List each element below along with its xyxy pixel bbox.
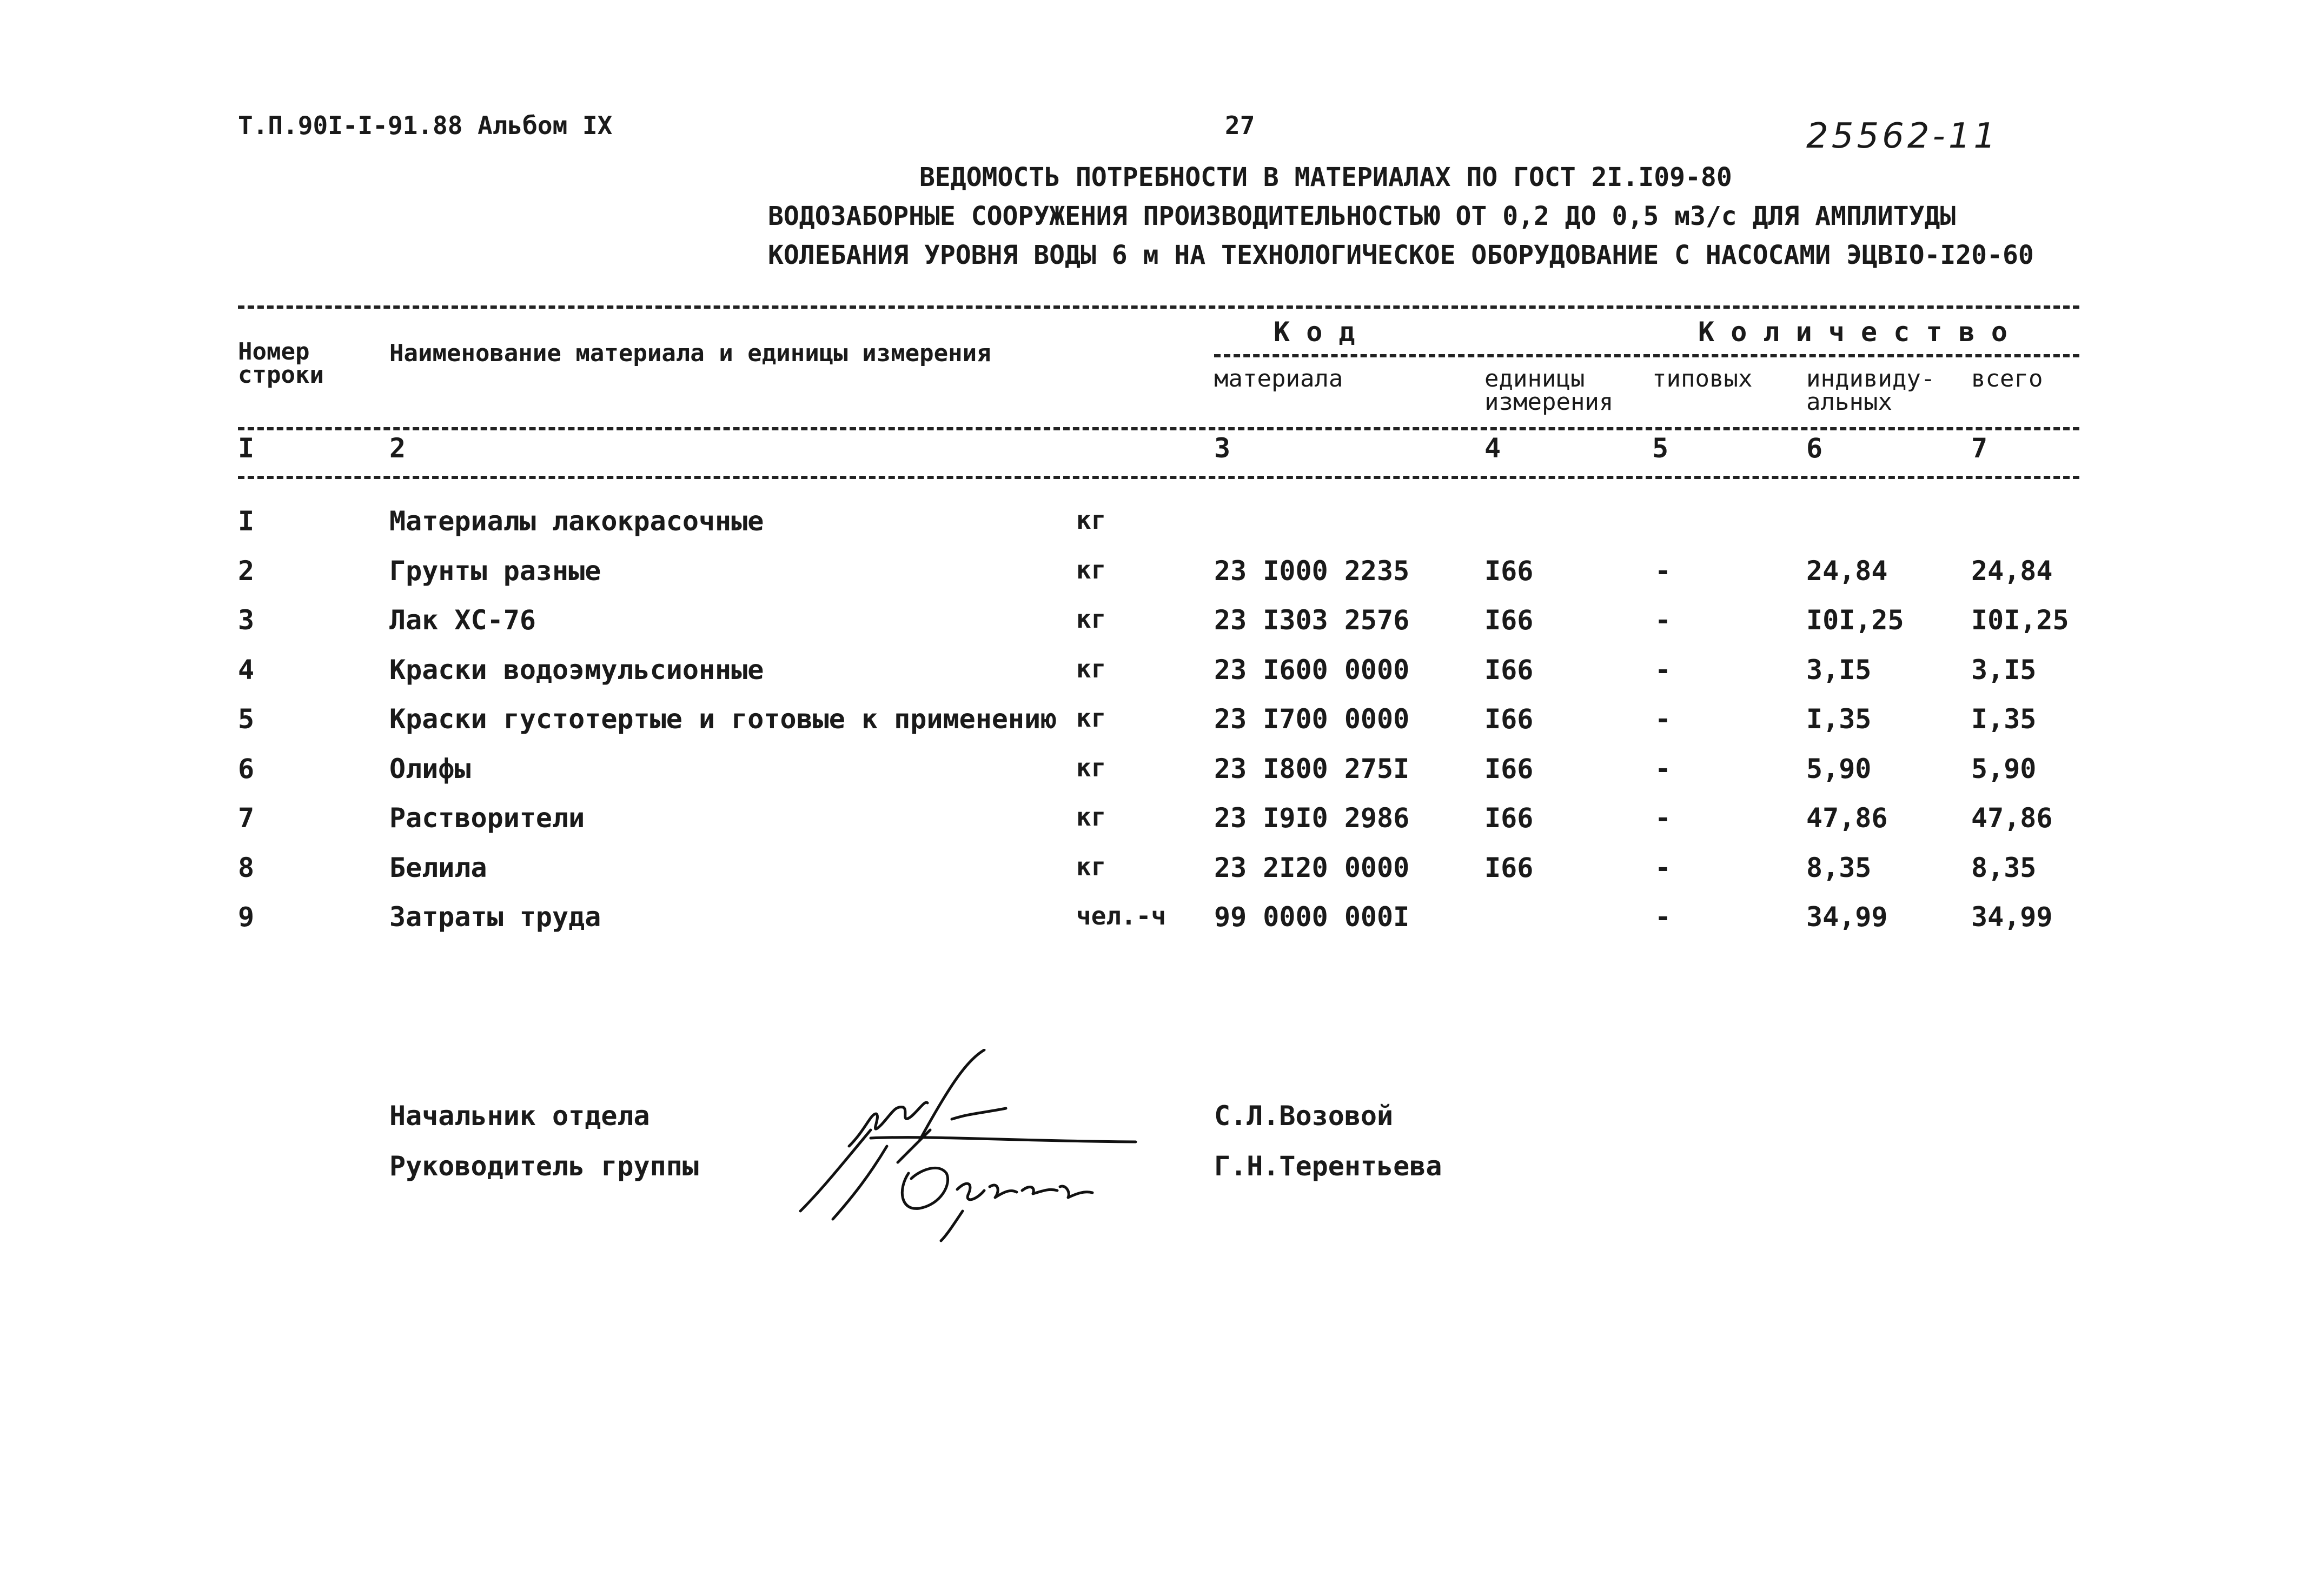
cell-total-quantity: 34,99 bbox=[1971, 901, 2053, 933]
header-top-rule bbox=[238, 305, 2079, 309]
cell-individual-quantity: 8,35 bbox=[1806, 852, 1872, 883]
header-unit-line2: измерения bbox=[1484, 388, 1614, 416]
header-row-number-line1: Номер bbox=[238, 338, 310, 365]
handwritten-signature bbox=[790, 1049, 1168, 1243]
cell-row-number: 4 bbox=[238, 654, 255, 686]
cell-unit-code: I66 bbox=[1484, 753, 1534, 784]
header-typical: типовых bbox=[1652, 365, 1753, 393]
cell-total-quantity: 24,84 bbox=[1971, 555, 2053, 587]
cell-typical-quantity: - bbox=[1655, 901, 1672, 933]
cell-row-number: 2 bbox=[238, 555, 255, 587]
cell-material-code: 99 0000 000I bbox=[1214, 901, 1410, 933]
title-line-1: ВЕДОМОСТЬ ПОТРЕБНОСТИ В МАТЕРИАЛАХ ПО ГОСТ 2I.I09-80 bbox=[919, 162, 1732, 192]
header-code-group: К о д bbox=[1274, 316, 1355, 348]
cell-typical-quantity: - bbox=[1655, 654, 1672, 686]
signature-name-1: С.Л.Возовой bbox=[1214, 1100, 1394, 1132]
header-mid-rule bbox=[238, 427, 2079, 430]
cell-unit: кг bbox=[1076, 703, 1106, 733]
cell-unit-code: I66 bbox=[1484, 654, 1534, 686]
cell-row-number: 9 bbox=[238, 901, 255, 933]
cell-material-code: 23 I800 275I bbox=[1214, 753, 1410, 784]
signature-name-2: Г.Н.Терентьева bbox=[1214, 1151, 1442, 1182]
cell-typical-quantity: - bbox=[1655, 852, 1672, 883]
cell-individual-quantity: 47,86 bbox=[1806, 802, 1888, 834]
column-number-4: 4 bbox=[1484, 433, 1501, 464]
cell-material-name: Растворители bbox=[389, 802, 585, 834]
cell-material-code: 23 I303 2576 bbox=[1214, 604, 1410, 636]
header-row-number-line2: строки bbox=[238, 361, 324, 389]
cell-typical-quantity: - bbox=[1655, 703, 1672, 735]
header-subgroup-rule bbox=[1214, 354, 2079, 357]
cell-unit: кг bbox=[1076, 506, 1106, 535]
cell-row-number: 5 bbox=[238, 703, 255, 735]
cell-typical-quantity: - bbox=[1655, 802, 1672, 834]
header-bottom-rule bbox=[238, 476, 2079, 479]
cell-unit: кг bbox=[1076, 753, 1106, 782]
cell-typical-quantity: - bbox=[1655, 555, 1672, 587]
column-number-7: 7 bbox=[1971, 433, 1988, 464]
cell-material-name: Краски водоэмульсионные bbox=[389, 654, 764, 686]
cell-material-code: 23 I9I0 2986 bbox=[1214, 802, 1410, 834]
archive-number: 25562-11 bbox=[1806, 116, 1999, 156]
cell-individual-quantity: 5,90 bbox=[1806, 753, 1872, 784]
header-quantity-group: К о л и ч е с т в о bbox=[1698, 316, 2007, 348]
cell-material-code: 23 I700 0000 bbox=[1214, 703, 1410, 735]
cell-total-quantity: I,35 bbox=[1971, 703, 2037, 735]
signature-role-1: Начальник отдела bbox=[389, 1100, 650, 1132]
document-reference: Т.П.90I-I-91.88 Альбом IX bbox=[238, 111, 613, 140]
cell-typical-quantity: - bbox=[1655, 753, 1672, 784]
cell-total-quantity: I0I,25 bbox=[1971, 604, 2069, 636]
cell-material-name: Олифы bbox=[389, 753, 471, 784]
signature-role-2: Руководитель группы bbox=[389, 1151, 699, 1182]
cell-material-code: 23 I600 0000 bbox=[1214, 654, 1410, 686]
column-number-1: I bbox=[238, 433, 255, 464]
cell-unit: кг bbox=[1076, 802, 1106, 832]
page-number: 27 bbox=[1225, 111, 1255, 140]
header-unit-line1: единицы bbox=[1484, 365, 1585, 393]
cell-material-code: 23 I000 2235 bbox=[1214, 555, 1410, 587]
cell-individual-quantity: I0I,25 bbox=[1806, 604, 1904, 636]
cell-material-name: Белила bbox=[389, 852, 487, 883]
cell-material-name: Затраты труда bbox=[389, 901, 601, 933]
cell-typical-quantity: - bbox=[1655, 604, 1672, 636]
cell-total-quantity: 3,I5 bbox=[1971, 654, 2037, 686]
cell-material-code: 23 2I20 0000 bbox=[1214, 852, 1410, 883]
cell-material-name: Лак ХС-76 bbox=[389, 604, 536, 636]
cell-row-number: 3 bbox=[238, 604, 255, 636]
cell-individual-quantity: 34,99 bbox=[1806, 901, 1888, 933]
cell-unit-code: I66 bbox=[1484, 852, 1534, 883]
column-number-3: 3 bbox=[1214, 433, 1231, 464]
column-number-2: 2 bbox=[389, 433, 406, 464]
column-number-6: 6 bbox=[1806, 433, 1823, 464]
cell-unit: кг bbox=[1076, 604, 1106, 634]
column-number-5: 5 bbox=[1652, 433, 1669, 464]
title-line-3: КОЛЕБАНИЯ УРОВНЯ ВОДЫ 6 м НА ТЕХНОЛОГИЧЕСКОЕ ОБОРУДОВАНИЕ С НАСОСАМИ ЭЦВIO-I20-60 bbox=[768, 240, 2034, 270]
cell-material-name: Краски густотертые и готовые к применению bbox=[389, 703, 1057, 735]
header-material-code: материала bbox=[1214, 365, 1343, 393]
cell-individual-quantity: 3,I5 bbox=[1806, 654, 1872, 686]
cell-unit: кг bbox=[1076, 654, 1106, 683]
cell-unit-code: I66 bbox=[1484, 555, 1534, 587]
cell-row-number: I bbox=[238, 506, 255, 537]
cell-individual-quantity: I,35 bbox=[1806, 703, 1872, 735]
cell-unit-code: I66 bbox=[1484, 703, 1534, 735]
header-material-name: Наименование материала и единицы измерения bbox=[389, 340, 991, 367]
title-line-2: ВОДОЗАБОРНЫЕ СООРУЖЕНИЯ ПРОИЗВОДИТЕЛЬНОСТЬЮ ОТ 0,2 ДО 0,5 м3/с ДЛЯ АМПЛИТУДЫ bbox=[768, 201, 1956, 231]
cell-unit-code: I66 bbox=[1484, 604, 1534, 636]
header-individual-line1: индивиду- bbox=[1806, 365, 1936, 393]
cell-unit: кг bbox=[1076, 555, 1106, 584]
cell-material-name: Материалы лакокрасочные bbox=[389, 506, 764, 537]
cell-material-name: Грунты разные bbox=[389, 555, 601, 587]
cell-row-number: 6 bbox=[238, 753, 255, 784]
cell-unit: кг bbox=[1076, 852, 1106, 881]
header-total: всего bbox=[1971, 365, 2043, 393]
cell-total-quantity: 47,86 bbox=[1971, 802, 2053, 834]
cell-row-number: 8 bbox=[238, 852, 255, 883]
cell-total-quantity: 5,90 bbox=[1971, 753, 2037, 784]
cell-individual-quantity: 24,84 bbox=[1806, 555, 1888, 587]
cell-unit: чел.-ч bbox=[1076, 901, 1166, 930]
cell-unit-code: I66 bbox=[1484, 802, 1534, 834]
header-individual-line2: альных bbox=[1806, 388, 1892, 416]
cell-total-quantity: 8,35 bbox=[1971, 852, 2037, 883]
cell-row-number: 7 bbox=[238, 802, 255, 834]
